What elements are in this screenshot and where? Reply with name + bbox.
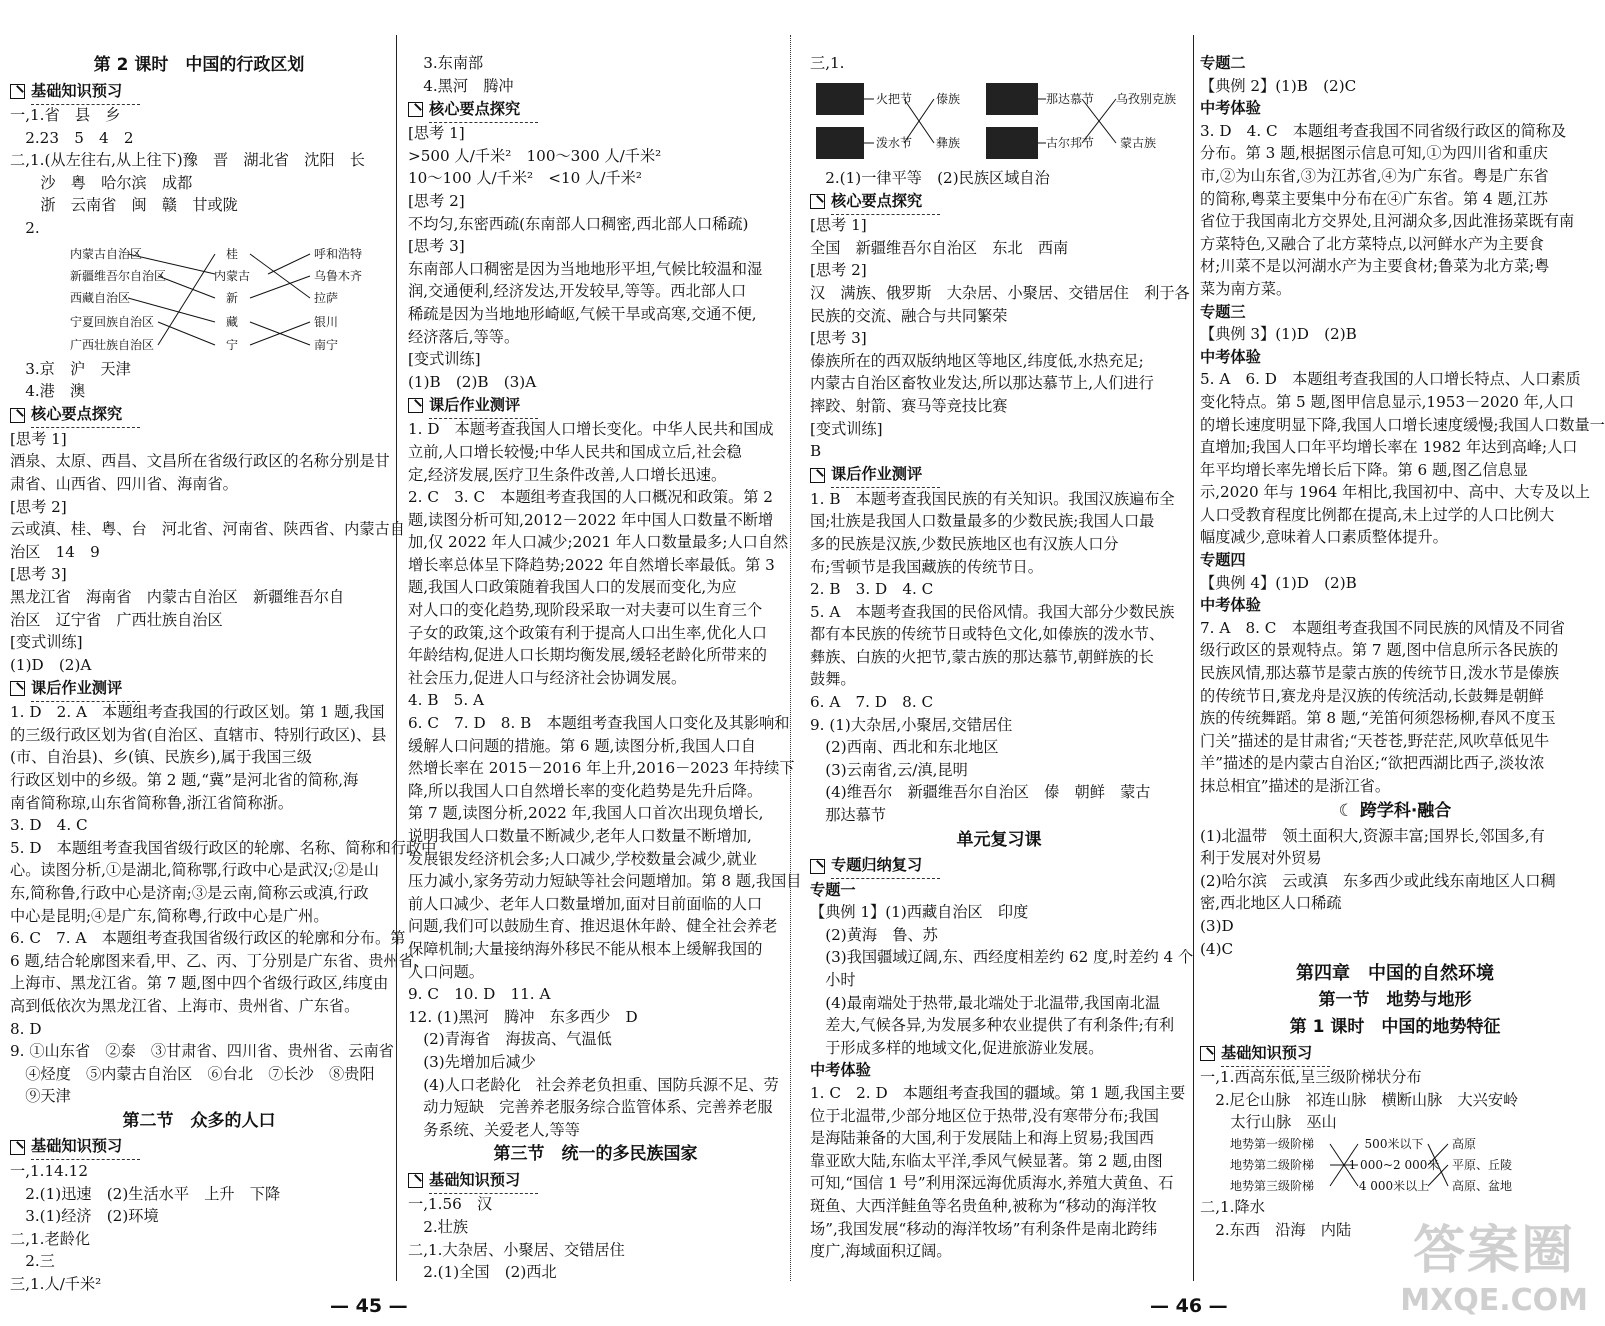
checkbox-icon: [408, 1173, 423, 1188]
text-line: 润,交通便利,经济发达,开发较早,等等。西北部人口: [408, 282, 747, 301]
text-line: (2)西南、西北和东北地区: [810, 738, 999, 757]
text-line: (3)云南省,云/滇,昆明: [810, 760, 968, 779]
text-line: 布;雪顿节是我国藏族的传统节日。: [810, 557, 1043, 576]
text-line: 彝族、白族的火把节,蒙古族的那达慕节,朝鲜族的长: [810, 647, 1154, 666]
text-line: 度广,海域面积辽阔。: [810, 1242, 952, 1261]
topic-heading: 专题二: [1200, 54, 1246, 72]
text-line: 2.: [10, 218, 40, 237]
festival-matching-diagram: [810, 75, 1188, 167]
checkbox-icon: [408, 398, 423, 413]
match-abbrev: 新: [225, 290, 239, 305]
text-line: 密,西北地区人口稀疏: [1200, 894, 1342, 913]
match-capital: 呼和浩特: [314, 246, 363, 261]
text-line: (3)我国疆域辽阔,东、西经度相差约 62 度,时差约 4 个: [810, 948, 1194, 967]
section-heading: 基础知识预习: [408, 1168, 783, 1193]
match-region: 广西壮族自治区: [70, 337, 155, 352]
text-line: 2.壮族: [408, 1217, 469, 1236]
text-line: 定,经济发展,医疗卫生条件改善,人口增长迅速。: [408, 465, 727, 484]
text-line: 6 题,结合轮廓图来看,甲、乙、丙、丁分别是广东省、贵州省、: [10, 951, 430, 970]
moon-icon: ☾: [1338, 800, 1360, 821]
text-line: 2.东西 沿海 内陆: [1200, 1220, 1352, 1239]
text-line: 10～100 人/千米² <10 人/千米²: [408, 169, 642, 188]
text-line: 那达慕节: [810, 806, 886, 825]
text-line: 二,1.老龄化: [10, 1229, 91, 1248]
text-line: 民族的交流、融合与共同繁荣: [810, 306, 1008, 325]
text-line: (2)黄海 鲁、苏: [810, 925, 938, 944]
text-line: 抹总相宜”描述的是浙江省。: [1200, 777, 1391, 795]
text-line: 【典例 2】(1)B (2)C: [1200, 76, 1357, 95]
text-line: 全国 新疆维吾尔自治区 东北 西南: [810, 238, 1069, 257]
step-label: 地势第一级阶梯: [1230, 1136, 1315, 1151]
text-line: 2.(1)迅速 (2)生活水平 上升 下降: [10, 1184, 281, 1203]
topic-heading: 专题四: [1200, 551, 1246, 570]
text-line: 说明我国人口数量不断减少,老年人口数量不断增加,: [408, 827, 752, 845]
text-line: 问题,我们可以鼓励生育、推迟退休年龄、健全社会养老: [408, 917, 778, 936]
text-line: 6. C 7. D 8. B 本题组考查我国人口变化及其影响和: [408, 714, 790, 733]
text-line: 2.(1)全国 (2)西北: [408, 1263, 557, 1282]
text-line: 2. B 3. D 4. C: [810, 580, 934, 599]
exam-heading: 中考体验: [1200, 596, 1261, 615]
section-heading: 核心要点探究: [10, 403, 388, 428]
exam-heading: 中考体验: [1200, 347, 1261, 366]
text-line: (3)D: [1200, 916, 1234, 935]
ethnic-label: 蒙古族: [1120, 135, 1157, 150]
text-line: 治区 辽宁省 广西壮族自治区: [10, 610, 223, 629]
match-capital: 拉萨: [314, 290, 339, 305]
text-line: (1)北温带 领土面积大,资源丰富;国界长,邻国多,有: [1200, 826, 1545, 845]
text-line: 菜为南方菜。: [1200, 279, 1292, 298]
province-matching-diagram: [10, 240, 388, 358]
text-line: 多的民族是汉族,少数民族地区也有汉族人口分: [810, 534, 1119, 553]
column-4: [1200, 52, 1605, 1241]
text-line: 人口问题。: [408, 962, 484, 981]
checkbox-icon: [810, 194, 825, 209]
section-heading: 专题归纳复习: [810, 854, 1188, 879]
lesson-title: 第 1 课时 中国的地势特征: [1289, 1017, 1501, 1038]
text-line: B: [810, 442, 822, 461]
text-line: (2)哈尔滨 云或滇 东多西少或此线东南地区人口稠: [1200, 871, 1556, 890]
text-line: 利于发展对外贸易: [1200, 849, 1322, 868]
text-line: 年龄结构,促进人口长期均衡发展,缓轻老龄化所带来的: [408, 646, 767, 665]
festival-label: 古尔邦节: [1046, 135, 1095, 150]
checkbox-icon: [10, 84, 25, 99]
terrain-steps-diagram: [1200, 1134, 1590, 1196]
step-terrain: 平原、丘陵: [1452, 1157, 1513, 1172]
text-line: 傣族所在的西双版纳地区等地区,纬度低,水热充足;: [810, 351, 1144, 370]
checkbox-icon: [10, 681, 25, 696]
column-divider: [396, 35, 397, 1281]
text-line: (1)D (2)A: [10, 655, 92, 674]
lesson-title: 第 2 课时 中国的行政区划: [93, 55, 305, 75]
festival-label: 泼水节: [876, 135, 913, 150]
text-line: 都有本民族的传统节日或特色文化,如傣族的泼水节、: [810, 625, 1165, 644]
text-line: 中心是昆明;④是广东,简称粤,行政中心是广州。: [10, 906, 329, 925]
text-line: [思考 3]: [10, 565, 67, 584]
text-line: 3. D 4. C 本题组考查我国不同省级行政区的简称及: [1200, 121, 1567, 140]
text-line: 【典例 3】(1)D (2)B: [1200, 325, 1357, 344]
text-line: 东南部人口稠密是因为当地地形平坦,气候比较温和湿: [408, 259, 763, 278]
text-line: 酒泉、太原、西昌、文昌所在省级行政区的名称分别是甘: [10, 452, 390, 471]
text-line: 务系统、关爱老人,等等: [408, 1120, 580, 1139]
checkbox-icon: [1200, 1046, 1215, 1061]
text-line: 小时: [810, 971, 856, 989]
step-altitude: 4 000米以上: [1358, 1178, 1430, 1193]
text-line: (4)人口老龄化 社会养老负担重、国防兵源不足、劳: [408, 1075, 779, 1094]
text-line: (4)最南端处于热带,最北端处于北温带,我国南北温: [810, 993, 1161, 1012]
section-title: 第一节 地势与地形: [1318, 990, 1472, 1011]
text-line: 内蒙古自治区畜牧业发达,所以那达慕节上,人们进行: [810, 374, 1154, 393]
text-line: 3.京 沪 天津: [10, 359, 131, 378]
text-line: 压力减小,家务劳动力短缺等社会问题增加。第 8 题,我国目: [408, 872, 802, 891]
text-line: 东,简称鲁,行政中心是济南;③是云南,简称云或滇,行政: [10, 884, 369, 903]
text-line: 2.尼仑山脉 祁连山脉 横断山脉 大兴安岭: [1200, 1090, 1519, 1109]
text-line: 羊”描述的是内蒙古自治区;“欲把西湖比西子,淡妆浓: [1200, 754, 1545, 773]
text-line: 9. (1)大杂居,小聚居,交错居住: [810, 715, 1013, 734]
text-line: 不均匀,东密西疏(东南部人口稠密,西北部人口稀疏): [408, 214, 749, 233]
text-line: 年平均增长率先增长后下降。第 6 题,图乙信息显: [1200, 460, 1528, 479]
festival-photo: [816, 83, 864, 115]
column-1: [10, 52, 437, 1296]
text-line: 是海陆兼备的大国,利于发展陆上和海上贸易;我国西: [810, 1129, 1155, 1148]
text-line: 第 7 题,读图分析,2022 年,我国人口首次出现负增长,: [408, 804, 764, 823]
text-line: (3)先增加后减少: [408, 1052, 536, 1071]
text-line: 动力短缺 完善养老服务综合监管体系、完善养老服: [408, 1098, 773, 1117]
text-line: 7. A 8. C 本题组考查我国不同民族的风情及不同省: [1200, 618, 1565, 637]
text-line: 摔跤、射箭、赛马等竞技比赛: [810, 396, 1008, 415]
page-number-left: — 45 —: [330, 1295, 408, 1317]
match-abbrev: 藏: [225, 314, 239, 329]
checkbox-icon: [408, 102, 423, 117]
text-line: 沙 粤 哈尔滨 成都: [10, 173, 193, 192]
text-line: 9. ①山东省 ②泰 ③甘肃省、四川省、贵州省、云南省: [10, 1042, 394, 1061]
checkbox-icon: [10, 408, 25, 423]
checkbox-icon: [810, 468, 825, 483]
text-line: 5. A 本题考查我国的民俗风情。我国大部分少数民族: [810, 602, 1175, 621]
text-line: 国;壮族是我国人口数量最多的少数民族;我国人口最: [810, 512, 1155, 531]
text-line: 1. C 2. D 本题组考查我国的疆域。第 1 题,我国主要: [810, 1083, 1186, 1102]
text-line: (市、自治县)、乡(镇、民族乡),属于我国三级: [10, 748, 312, 767]
text-line: 降,所以我国人口自然增长率的变化趋势是先升后降。: [408, 781, 763, 800]
text-line: 心。读图分析,①是湖北,简称鄂,行政中心是武汉;②是山: [10, 861, 379, 880]
festival-label: 那达慕节: [1046, 91, 1095, 106]
step-altitude: 1 000~2 000米: [1348, 1157, 1440, 1172]
cross-subject-heading: ☾ 跨学科·融合: [1338, 800, 1452, 821]
watermark-logo: 答案圈 MXQE.COM: [1400, 1221, 1588, 1318]
text-line: 人口受教育程度比例都在提高,未上过学的人口比例大: [1200, 505, 1555, 524]
section-heading: 基础知识预习: [1200, 1041, 1590, 1066]
text-line: (2)青海省 海拔高、气温低: [408, 1030, 612, 1049]
section-heading: 核心要点探究: [810, 189, 1188, 214]
text-line: 位于北温带,少部分地区位于热带,没有寒带分布;我国: [810, 1106, 1159, 1125]
match-abbrev: 宁: [225, 337, 239, 352]
text-line: 行政区划中的乡级。第 2 题,“冀”是河北省的简称,海: [10, 771, 359, 790]
text-line: 4. B 5. A: [408, 691, 484, 710]
festival-photo: [816, 127, 864, 159]
section-title: 第二节 众多的人口: [122, 1110, 276, 1131]
text-line: 幅度减少,意味着人口素质整体提升。: [1200, 528, 1448, 547]
text-line: 的增长速度明显下降,我国人口增长速度缓慢;我国人口数量一: [1200, 415, 1605, 434]
match-abbrev: 桂: [225, 246, 239, 261]
text-line: 级行政区的景观特点。第 7 题,图中信息所示各民族的: [1200, 641, 1559, 660]
exam-heading: 中考体验: [1200, 99, 1261, 118]
text-line: 治区 14 9: [10, 542, 100, 561]
text-line: 省位于我国南北方交界处,且河湖众多,因此淮扬菜既有南: [1200, 212, 1575, 231]
text-line: 3. D 4. C: [10, 816, 88, 835]
text-line: (4)C: [1200, 939, 1234, 958]
text-line: 缓解人口问题的措施。第 6 题,读图分析,我国人口自: [408, 736, 756, 755]
text-line: 汉 满族、俄罗斯 大杂居、小聚居、交错居住 利于各: [810, 283, 1190, 302]
text-line: [思考 3]: [408, 237, 465, 256]
text-line: 社会压力,促进人口与经济社会协调发展。: [408, 668, 687, 687]
section-title: 第三节 统一的多民族国家: [493, 1144, 698, 1165]
text-line: 1. D 本题考查我国人口增长变化。中华人民共和国成: [408, 420, 774, 439]
topic-heading: 专题三: [1200, 302, 1246, 321]
text-line: 门关”描述的是甘肃省;“天苍苍,野茫茫,风吹草低见牛: [1200, 731, 1550, 750]
match-region: 内蒙古自治区: [70, 246, 143, 261]
text-line: 变化特点。第 5 题,图甲信息显示,1953－2020 年,人口: [1200, 392, 1575, 411]
text-line: 4.黑河 腾冲: [408, 76, 514, 95]
text-line: [思考 1]: [408, 124, 465, 143]
page-number-right: — 46 —: [1150, 1295, 1228, 1317]
ethnic-label: 彝族: [936, 135, 961, 150]
text-line: 2.(1)一律平等 (2)民族区域自治: [810, 168, 1050, 187]
match-region: 新疆维吾尔自治区: [70, 268, 167, 283]
text-line: [思考 2]: [810, 261, 867, 280]
text-line: 三,1.: [810, 54, 845, 72]
text-line: 2.三: [10, 1252, 55, 1271]
text-line: 保障机制;大量接纳海外移民不能从根本上缓解我国的: [408, 939, 763, 958]
text-line: [变式训练]: [810, 419, 883, 438]
text-line: 【典例 4】(1)D (2)B: [1200, 573, 1357, 592]
text-line: 题,读图分析可知,2012－2022 年中国人口数量不断增: [408, 510, 774, 529]
text-line: [思考 1]: [810, 216, 867, 235]
topic-heading: 专题一: [810, 880, 856, 899]
text-line: 子女的政策,这个政策有利于提高人口出生率,优化人口: [408, 623, 767, 642]
text-line: 一,1.西高东低,呈三级阶梯状分布: [1200, 1068, 1422, 1087]
text-line: 高到低依次为黑龙江省、上海市、贵州省、广东省。: [10, 997, 360, 1015]
step-label: 地势第二级阶梯: [1230, 1157, 1315, 1172]
text-line: [思考 1]: [10, 429, 67, 448]
section-heading: 课后作业测评: [10, 676, 388, 701]
text-line: 二,1.降水: [1200, 1197, 1265, 1216]
text-line: [思考 2]: [408, 191, 465, 210]
text-line: 方菜特色,又融合了北方菜特点,以河鲜水产为主要食: [1200, 234, 1544, 253]
text-line: 稀疏是因为当地地形崎岖,气候干旱或高寒,交通不便,: [408, 304, 757, 323]
text-line: 3.东南部: [408, 54, 484, 72]
exam-heading: 中考体验: [810, 1061, 871, 1080]
match-capital: 南宁: [314, 337, 339, 352]
text-line: 云或滇、桂、粤、台 河北省、河南省、陕西省、内蒙古自: [10, 520, 405, 539]
text-line: 鼓舞。: [810, 670, 856, 689]
ethnic-label: 傣族: [936, 91, 961, 106]
text-line: 南省简称琼,山东省简称鲁,浙江省简称浙。: [10, 793, 294, 812]
match-capital: 乌鲁木齐: [314, 268, 363, 283]
text-line: 6. A 7. D 8. C: [810, 693, 934, 712]
text-line: 题,我国人口政策随着我国人口的发展而变化,为应: [408, 578, 737, 597]
text-line: 场”,我国发展“移动的海洋牧场”有利条件是南北跨纬: [810, 1219, 1158, 1238]
text-line: 差大,气候各异,为发展多种农业提供了有利条件;有利: [810, 1016, 1175, 1035]
column-divider: [1193, 35, 1194, 1281]
chapter-title: 第四章 中国的自然环境: [1296, 963, 1494, 985]
text-line: 浙 云南省 闽 赣 甘或陇: [10, 196, 238, 215]
text-line: 4.港 澳: [10, 382, 86, 401]
checkbox-icon: [10, 1140, 25, 1155]
text-line: 5. A 6. D 本题组考查我国的人口增长特点、人口素质: [1200, 370, 1581, 389]
text-line: >500 人/千米² 100～300 人/千米²: [408, 146, 662, 165]
step-terrain: 高原: [1452, 1136, 1477, 1151]
text-line: 二,1.大杂居、小聚居、交错居住: [408, 1240, 625, 1259]
text-line: 于形成多样的地域文化,促进旅游业发展。: [810, 1038, 1104, 1057]
festival-label: 火把节: [876, 91, 913, 106]
column-3: [810, 52, 1194, 1263]
section-heading: 课后作业测评: [810, 463, 1188, 488]
text-line: 8. D: [10, 1019, 42, 1038]
text-line: (4)维吾尔 新疆维吾尔自治区 傣 朝鲜 蒙古: [810, 783, 1151, 802]
text-line: (1)B (2)B (3)A: [408, 372, 537, 391]
text-line: ④烃度 ⑤内蒙古自治区 ⑥台北 ⑦长沙 ⑧贵阳: [10, 1064, 375, 1083]
text-line: 的传统节日,赛龙舟是汉族的传统活动,长鼓舞是朝鲜: [1200, 686, 1544, 705]
page-divider: [790, 35, 791, 1281]
text-line: 示,2020 年与 1964 年相比,我国初中、高中、大专及以上: [1200, 483, 1591, 502]
text-line: 发展银发经济机会多;人口减少,学校数量会减少,就业: [408, 849, 757, 868]
text-line: 增长率总体呈下降趋势;2022 年自然增长率最低。第 3: [408, 555, 775, 574]
text-line: 二,1.(从左往右,从上往下)豫 晋 湖北省 沈阳 长: [10, 151, 365, 170]
text-line: 可知,“国信 1 号”利用深远海优质海水,养殖大黄鱼、石: [810, 1174, 1174, 1193]
step-label: 地势第三级阶梯: [1230, 1178, 1315, 1193]
text-line: 前人口减少、老年人口数量增加,面对目前面临的人口: [408, 894, 763, 913]
step-terrain: 高原、盆地: [1452, 1178, 1513, 1193]
unit-title: 单元复习课: [956, 829, 1042, 850]
text-line: 对人口的变化趋势,现阶段采取一对夫妻可以生育三个: [408, 601, 763, 620]
text-line: 一,1.56 汉: [408, 1195, 493, 1214]
text-line: 太行山脉 巫山: [1200, 1113, 1337, 1132]
text-line: 然增长率在 2015－2016 年上升,2016－2023 年持续下: [408, 759, 795, 778]
text-line: 的三级行政区划为省(自治区、直辖市、特别行政区)、县: [10, 725, 387, 744]
section-heading: 基础知识预习: [10, 79, 388, 104]
text-line: ⑨天津: [10, 1087, 71, 1106]
section-heading: 基础知识预习: [10, 1135, 388, 1160]
ethnic-label: 乌孜别克族: [1116, 91, 1177, 106]
text-line: 市,②为山东省,③为江苏省,④为广东省。粤是广东省: [1200, 166, 1549, 185]
text-line: 1. B 本题考查我国民族的有关知识。我国汉族遍布全: [810, 489, 1175, 508]
column-2: [408, 52, 802, 1284]
festival-photo: [986, 83, 1038, 115]
text-line: 2.23 5 4 2: [10, 128, 134, 147]
text-line: 黑龙江省 海南省 内蒙古自治区 新疆维吾尔自: [10, 587, 345, 606]
text-line: 经济落后,等等。: [408, 327, 520, 346]
text-line: 肃省、山西省、四川省、海南省。: [10, 474, 238, 493]
match-abbrev: 内蒙古: [213, 268, 251, 283]
text-line: [变式训练]: [10, 633, 83, 652]
text-line: 族的传统舞蹈。第 8 题,“羌笛何须怨杨柳,春风不度玉: [1200, 709, 1556, 728]
section-heading: 课后作业测评: [408, 393, 783, 418]
match-region: 宁夏回族自治区: [70, 314, 155, 329]
text-line: 的简称,粤菜主要集中分布在④广东省。第 4 题,江苏: [1200, 189, 1548, 208]
text-line: 5. D 本题组考查我国省级行政区的轮廓、名称、简称和行政中: [10, 838, 437, 857]
text-line: 一,1.14.12: [10, 1161, 88, 1180]
festival-photo: [986, 127, 1038, 159]
text-line: 斑鱼、大西洋鲑鱼等名贵鱼种,被称为“移动的海洋牧: [810, 1196, 1157, 1215]
text-line: 上海市、黑龙江省。第 7 题,图中四个省级行政区,纬度由: [10, 974, 389, 993]
text-line: 靠亚欧大陆,东临太平洋,季风气候显著。第 2 题,由图: [810, 1151, 1163, 1170]
text-line: 分布。第 3 题,根据图示信息可知,①为四川省和重庆: [1200, 144, 1548, 163]
text-line: 12. (1)黑河 腾冲 东多西少 D: [408, 1007, 638, 1026]
text-line: [思考 2]: [10, 497, 67, 516]
text-line: 加,仅 2022 年人口减少;2021 年人口数量最多;人口自然: [408, 533, 789, 552]
text-line: 三,1.人/千米²: [10, 1274, 102, 1293]
match-capital: 银川: [314, 314, 339, 329]
checkbox-icon: [810, 859, 825, 874]
text-line: 6. C 7. A 本题组考查我国省级行政区的轮廓和分布。第: [10, 929, 406, 948]
text-line: 一,1.省 县 乡: [10, 106, 121, 124]
text-line: [变式训练]: [408, 350, 481, 369]
section-heading: 核心要点探究: [408, 97, 783, 122]
text-line: 直增加;我国人口年平均增长率在 1982 年达到高峰;人口: [1200, 438, 1578, 457]
text-line: 【典例 1】(1)西藏自治区 印度: [810, 903, 1029, 922]
text-line: 立前,人口增长较慢;中华人民共和国成立后,社会稳: [408, 442, 742, 461]
match-region: 西藏自治区: [70, 290, 131, 305]
text-line: 2. C 3. C 本题组考查我国的人口概况和政策。第 2: [408, 488, 773, 507]
text-line: 1. D 2. A 本题组考查我国的行政区划。第 1 题,我国: [10, 703, 385, 722]
text-line: 3.(1)经济 (2)环境: [10, 1207, 159, 1226]
text-line: [思考 3]: [810, 329, 867, 348]
text-line: 9. C 10. D 11. A: [408, 985, 551, 1004]
step-altitude: 500米以下: [1364, 1136, 1424, 1151]
text-line: 材;川菜不是以河湖水产为主要食材;鲁菜为北方菜;粤: [1200, 257, 1550, 276]
text-line: 民族风情,那达慕节是蒙古族的传统节日,泼水节是傣族: [1200, 664, 1559, 683]
